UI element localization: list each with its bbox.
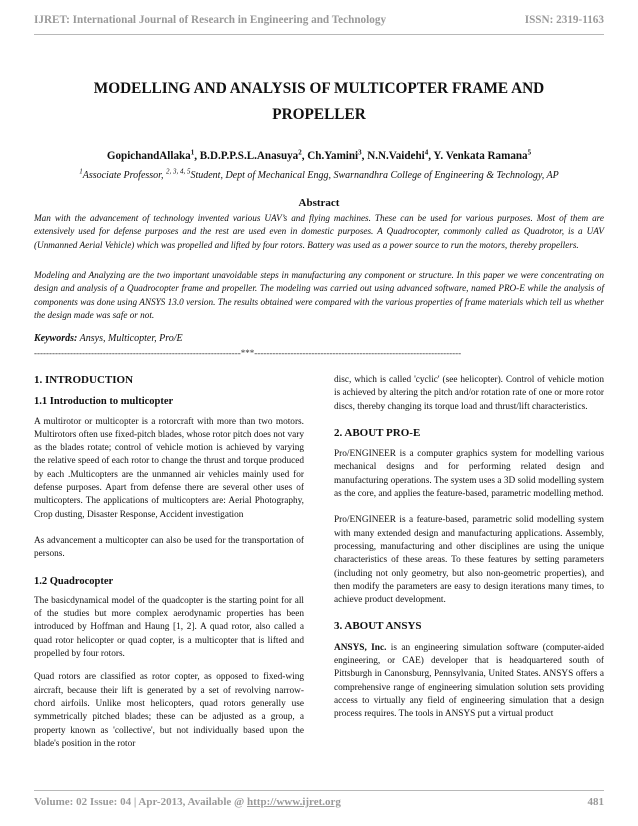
keywords-label: Keywords: — [34, 333, 78, 344]
footer-volume-text: Volume: 02 Issue: 04 | Apr-2013, Available @ — [34, 796, 248, 808]
affiliation — [0, 167, 638, 181]
subsection-heading-quadrocopter: 1.2 Quadrocopter — [34, 575, 114, 587]
paragraph: The basicdynamical model of the quadcopter is the starting point for all of the studies but more complex aerodynamic properties has been introduced by Hoffman and Haung [1, 2]. A quad rotor, also called a quad rotor helicopter or quad copter, is a multicopter that is lifted and propelled by four rotors. — [34, 595, 304, 660]
header-rule — [34, 34, 604, 35]
author-list: GopichandAllaka$^1$, B.D.P.P.S.L.Anasuya$^2$, Ch.Yamini$^3$, N.N.Vaidehi$^4$, Y. Venkata Ramana$^5$ — [106, 148, 532, 162]
paragraph: Quad rotors are classified as rotor copter, as opposed to fixed-wing aircraft, because their lift is generated by a set of revolving narrow-chord airfoils. Unlike most helicopters, quad rotors generally use symmetrically pitched blades; these can be adjusted as a group, a property known as 'collective', but not individually based upon the blade's position in the rotor — [34, 672, 304, 749]
journal-issn: ISSN: 2319-1163 — [524, 14, 604, 26]
paragraph: Pro/ENGINEER is a feature-based, parametric solid modelling system with many extended design and manufacturing applications. Assembly, processing, manufacturing and other disciplines are using the unique characteristics of these areas. To these features by setting parameters (including not only geometry, but also non-geometric properties), and then modify the parameters are easy to design iterations many times, to achieve product development. — [334, 515, 604, 606]
subsection-heading-multicopter: 1.1 Introduction to multicopter — [34, 396, 174, 408]
page-footer — [34, 790, 604, 814]
section-heading-pro-e: 2. ABOUT PRO-E — [334, 426, 421, 439]
footer-rule — [34, 790, 604, 791]
author-name: N.N.Vaidehi — [367, 150, 425, 162]
paper-title — [60, 76, 578, 128]
right-column — [334, 374, 604, 735]
author-sup: 2 — [298, 148, 302, 157]
ansys-lead: ANSYS, Inc. — [334, 642, 387, 653]
section-separator: ---------------------------------------------------------------------***--------------------------------------------------------------------- — [34, 348, 462, 358]
author-sup: 1 — [190, 148, 195, 157]
paper-title-line-2: PROPELLER — [272, 106, 366, 123]
author-name: GopichandAllaka — [106, 150, 191, 162]
keywords-text: Ansys, Multicopter, Pro/E — [77, 333, 183, 344]
paper-title-line-1: MODELLING AND ANALYSIS OF MULTICOPTER FRAME AND — [93, 80, 545, 97]
abstract-heading: Abstract — [298, 197, 340, 209]
aff-sup-2: 2, 3, 4, 5 — [165, 167, 191, 176]
paragraph: Pro/ENGINEER is a computer graphics system for modelling various mechanical designs and for performing related design and manufacturing operations. The system uses a 3D solid modelling system as the core, and applies the feature-based, parametric modelling method. — [334, 449, 604, 500]
abstract-paragraph-2: Modeling and Analyzing are the two important unavoidable steps in manufacturing any component or structure. In this paper we were concentrating on design and analysis of a Quadrocopter frame and propeller. The modeling was carried out using advanced software, named PRO-E while the analysis of components was done using ANSYS 13.0 version. The results obtained were compared with the various properties of frame materials which tell us whether the design made was safe or not. — [34, 270, 604, 321]
aff-sup-1: 1 — [79, 167, 83, 176]
footer-volume — [34, 796, 341, 808]
author-name: Y. Venkata Ramana — [433, 150, 528, 162]
aff-text-2: Student, Dept of Mechanical Engg, Swarnandhra College of Engineering & Technology, AP — [190, 170, 559, 181]
author-name: Ch.Yamini — [307, 150, 359, 162]
section-heading-introduction: 1. INTRODUCTION — [34, 374, 134, 386]
paragraph: disc, which is called 'cyclic' (see helicopter). Control of vehicle motion is achieved by altering the pitch and/or rotation rate of one or more rotor discs, thereby changing its torque load and thrust/lift characteristics. — [334, 375, 604, 412]
ansys-text: is an engineering simulation software (computer-aided engineering, or CAE) developer that is headquartered south of Pittsburgh in Canonsburg, Pennsylvania, United States. ANSYS offers a comprehensive range of engineering simulation solution sets providing access to virtually any field of engineering simulation that a design process requires. The tools in ANSYS put a virtual product — [334, 642, 605, 720]
author-sup: 3 — [358, 148, 362, 157]
author-sup: 5 — [527, 148, 532, 157]
journal-name: IJRET: International Journal of Research in Engineering and Technology — [34, 14, 387, 26]
abstract-paragraph-1: Man with the advancement of technology invented various UAV’s and flying machines. These can be used for various purposes. Most of them are extensively used for defense purposes and the rest are used even in domestic purposes. A Quadrocopter, commonly called as Quadrotor, is a UAV (Unmanned Aerial Vehicle) which was propelled and lifted by four rotors. Battery was used as a power source to run the motors, thereby propellers. — [34, 213, 604, 250]
paragraph — [334, 642, 604, 722]
author-name: B.D.P.P.S.L.Anasuya — [199, 150, 299, 162]
keywords — [34, 333, 183, 344]
author-sup: 4 — [424, 148, 429, 157]
page-header — [34, 8, 604, 34]
page-number: 481 — [587, 796, 604, 808]
left-column — [34, 374, 304, 764]
paragraph: A multirotor or multicopter is a rotorcraft with more than two motors. Multirotors often use fixed-pitch blades, whose rotor pitch does not vary as the blades rotate; control of vehicle motion is achieved by varying the relative speed of each rotor to change the thrust and torque produced by each .Multicopters are the unmanned air vehicles mainly used for defense purposes. Apart from defense there are several other uses of multicopters. The applications of multicopters are: Aerial Photography, Crop dusting, Disaster Response, Accident investigation — [34, 416, 304, 520]
aff-text-1: Associate Professor, — [82, 170, 166, 181]
section-heading-ansys: 3. ABOUT ANSYS — [334, 620, 422, 633]
paragraph: As advancement a multicopter can also be used for the transportation of persons. — [34, 535, 304, 560]
journal-link[interactable]: http://www.ijret.org — [247, 796, 341, 808]
